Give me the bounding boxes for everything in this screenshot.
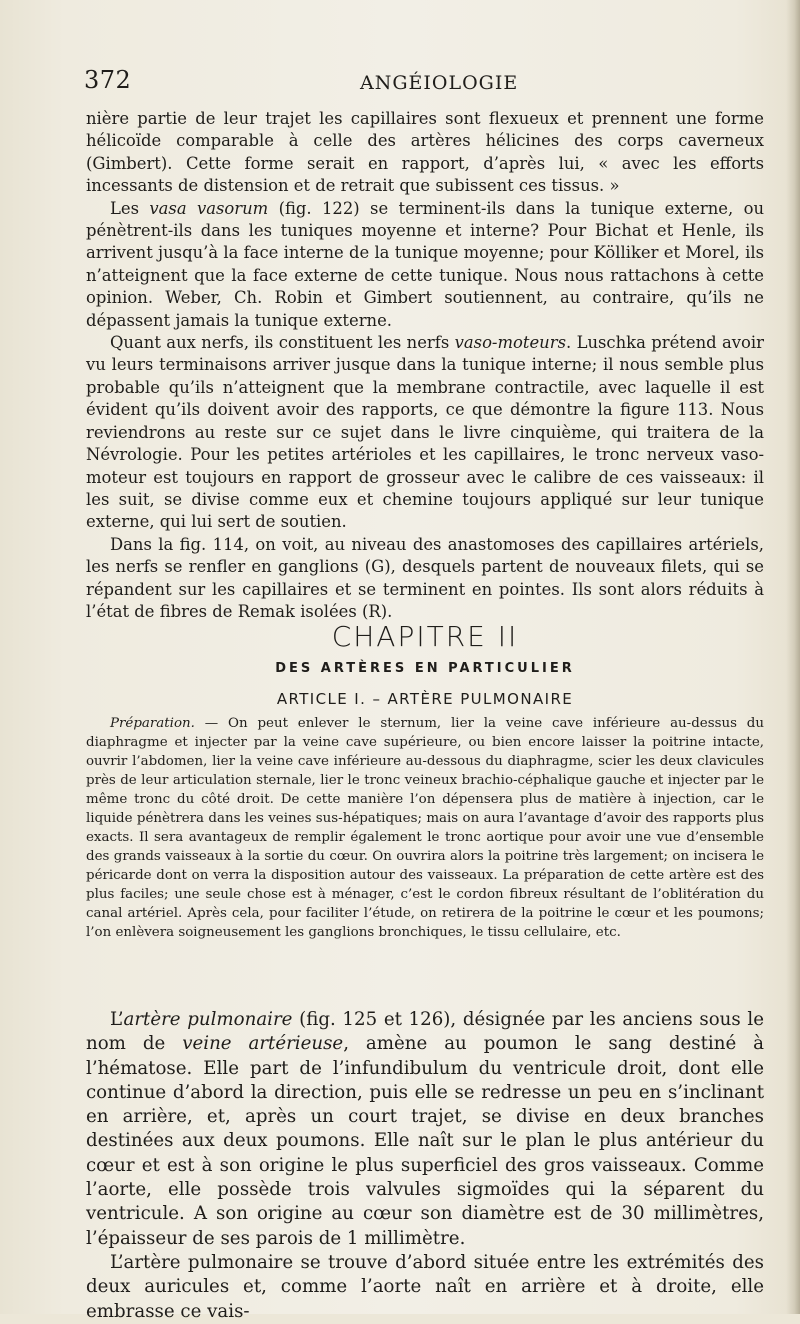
main-p1-a: L’ [110, 1009, 124, 1030]
paragraph-4: Dans la fig. 114, on voit, au niveau des anastomoses des capillaires artériels, les nerfs se renfler en ganglions (G), desquels partent de nouveaux filets, qui se répandent sur les capillaires et se terminent en pointes. Ils sont alors réduits à l’état de fibres de Remak isolées (R). [86, 534, 764, 621]
paragraph-block [86, 108, 764, 623]
article-title: ARTICLE I. – ARTÈRE PULMONAIRE [276, 690, 574, 708]
paragraph-3 [86, 332, 764, 534]
main-p1-d: veine artérieuse [182, 1033, 344, 1055]
main-p1-b: artère pulmonaire [123, 1009, 293, 1030]
chapter-subtitle: DES ARTÈRES EN PARTICULIER [275, 661, 575, 676]
page-number: 372 [84, 66, 132, 94]
main-p1-c: (fig. 125 et 126), désignée par les anciens sous le nom de [86, 1009, 764, 1055]
page-edge-shadow [786, 0, 800, 1314]
chapter-title: CHAPITRE II [331, 620, 519, 653]
paragraph-3-em: vaso-moteurs [454, 333, 566, 353]
paragraph-2-em: vasa vasorum [149, 198, 269, 218]
main-paragraph-2: L’artère pulmonaire se trouve d’abord située entre les extrémités des deux auricules et, comme l’aorte naît en arrière et à droite, elle embrasse ce vais- [86, 1251, 764, 1322]
running-head: ANGÉIOLOGIE [360, 72, 519, 94]
paragraph-3-rest: . Luschka prétend avoir vu leurs terminaisons arriver jusque dans la tunique interne; il nous semble plus probable qu’ils n’atteignent que la membrane contractile, avec laquelle il est évident qu’ils doivent avoir des rapports, ce que démontre la figure 113. Nous reviendrons au reste sur ce sujet dans le livre cinquième, qui traitera de la Névrologie. Pour les petites artérioles et les capillaires, le tronc nerveux vaso-moteur est toujours en rapport de grosseur avec le calibre de ces vaisseaux: il les suit, se divise comme eux et chemine toujours appliqué sur leur tunique externe, qui lui sert de soutien. [86, 333, 764, 532]
paragraph-2 [86, 198, 764, 332]
paragraph-3-intro: Quant aux nerfs, ils constituent les nerfs [110, 333, 455, 353]
paragraph-2-intro: Les [110, 198, 150, 218]
main-paragraph-1 [86, 1008, 764, 1251]
preparation-note [86, 714, 764, 942]
paragraph-2-rest: (fig. 122) se terminent-ils dans la tunique externe, ou pénètrent-ils dans les tuniques moyenne et interne? Pour Bichat et Henle, ils arrivent jusqu’à la face interne de la tunique moyenne; pour Kölliker et Morel, ils n’atteignent que la face externe de cette tunique. Nous nous rattachons à cette opinion. Weber, Ch. Robin et Gimbert soutiennent, au contraire, qu’ils ne dépassent jamais la tunique externe. [86, 198, 765, 330]
main-text [86, 1008, 764, 1324]
paragraph-1: nière partie de leur trajet les capillaires sont flexueux et prennent une forme hélicoïde comparable à celle des artères hélicines des corps caverneux (Gimbert). Cette forme serait en rapport, d’après lui, « avec les efforts incessants de distension et de retrait que subissent ces tissus. » [86, 109, 764, 196]
main-p1-e: , amène au poumon le sang destiné à l’hématose. Elle part de l’infundibulum du ventricule droit, dont elle continue d’abord la direction, puis elle se redresse un peu en s’inclinant en arrière, et, après un court trajet, se divise en deux branches destinées aux deux poumons. Elle naît sur le plan le plus antérieur du cœur et est à son origine le plus superficiel des gros vaisseaux. Comme l’aorte, elle possède trois valvules sigmoïdes qui la séparent du ventricule. A son origine au cœur son diamètre est de 30 millimètres, l’épaisseur de ses parois de 1 millimètre. [86, 1033, 765, 1249]
preparation-label: Préparation. [110, 716, 195, 731]
preparation-text: — On peut enlever le sternum, lier la veine cave inférieure au-dessus du diaphragme et injecter par la veine cave supérieure, ou bien encore laisser la poitrine intacte, ouvrir l’abdomen, lier la veine cave inférieure au-dessous du diaphragme, scier les deux clavicules près de leur articulation sternale, lier le tronc veineux brachio-céphalique gauche et injecter par le même tronc du côté droit. De cette manière l’on dépensera plus de matière à injection, car le liquide pénètrera dans les veines sus-hépatiques; mais on aura l’avantage d’avoir des rapports plus exacts. Il sera avantageux de remplir également le tronc aortique pour avoir une vue d’ensemble des grands vaisseaux à la sortie du cœur. On ouvrira alors la poitrine très largement; on incisera le péricarde dont on verra la disposition autour des vaisseaux. La préparation de cette artère est des plus faciles; une seule chose est à ménager, c’est le cordon fibreux résultant de l’oblitération du canal artériel. Après cela, pour faciliter l’étude, on retirera de la poitrine le cœur et les poumons; l’on enlèvera soigneusement les ganglions bronchiques, le tissu cellulaire, etc. [86, 716, 764, 940]
